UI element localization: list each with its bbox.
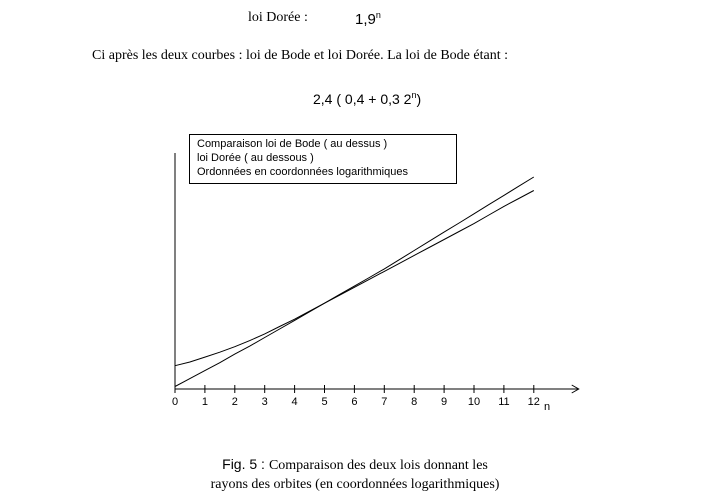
x-tick-label: 7 bbox=[381, 396, 388, 408]
caption-line-1 bbox=[0, 455, 710, 475]
bode-formula-close: ) bbox=[416, 91, 422, 107]
x-tick-label: 0 bbox=[171, 396, 179, 408]
x-tick-label: 3 bbox=[261, 396, 268, 408]
caption-text-1: Comparaison des deux lois donnant les bbox=[268, 458, 488, 473]
x-tick-label: 2 bbox=[231, 396, 238, 408]
legend-entry: Ordonnées en coordonnées logarithmiques bbox=[197, 166, 408, 178]
x-tick-label: 5 bbox=[321, 396, 328, 408]
legend-entry: Comparaison loi de Bode ( au dessus ) bbox=[197, 138, 388, 150]
figure-number: Fig. 5 : bbox=[222, 456, 265, 472]
intro-paragraph: Ci après les deux courbes : loi de Bode et loi Dorée. La loi de Bode étant : bbox=[92, 48, 508, 63]
figure-caption bbox=[0, 455, 710, 494]
x-axis-tick-labels bbox=[172, 396, 540, 408]
x-axis-label: n bbox=[544, 401, 551, 413]
caption-line-2: rayons des orbites (en coordonnées logarithmiques) bbox=[210, 477, 500, 492]
chart-legend bbox=[189, 134, 457, 184]
x-tick-label: 9 bbox=[441, 396, 448, 408]
bode-law-line bbox=[175, 177, 534, 387]
chart-series bbox=[175, 177, 534, 387]
x-tick-label: 6 bbox=[351, 396, 358, 408]
x-tick-label: 12 bbox=[527, 396, 540, 408]
x-tick-label: 10 bbox=[467, 396, 481, 408]
x-tick-label: 11 bbox=[498, 396, 510, 408]
bode-formula-main: 2,4 ( 0,4 + 0,3 2 bbox=[313, 91, 412, 107]
golden-law-base: 1,9 bbox=[355, 11, 376, 28]
legend-entry: loi Dorée ( au dessous ) bbox=[197, 152, 314, 164]
x-tick-label: 1 bbox=[201, 396, 208, 408]
golden-law-line bbox=[175, 191, 534, 366]
x-tick-label: 8 bbox=[411, 396, 418, 408]
golden-law-exponent: n bbox=[375, 10, 381, 20]
x-tick-label: 4 bbox=[291, 396, 298, 408]
golden-law-label: loi Dorée : bbox=[248, 10, 308, 25]
bode-formula-exponent: n bbox=[411, 90, 417, 100]
